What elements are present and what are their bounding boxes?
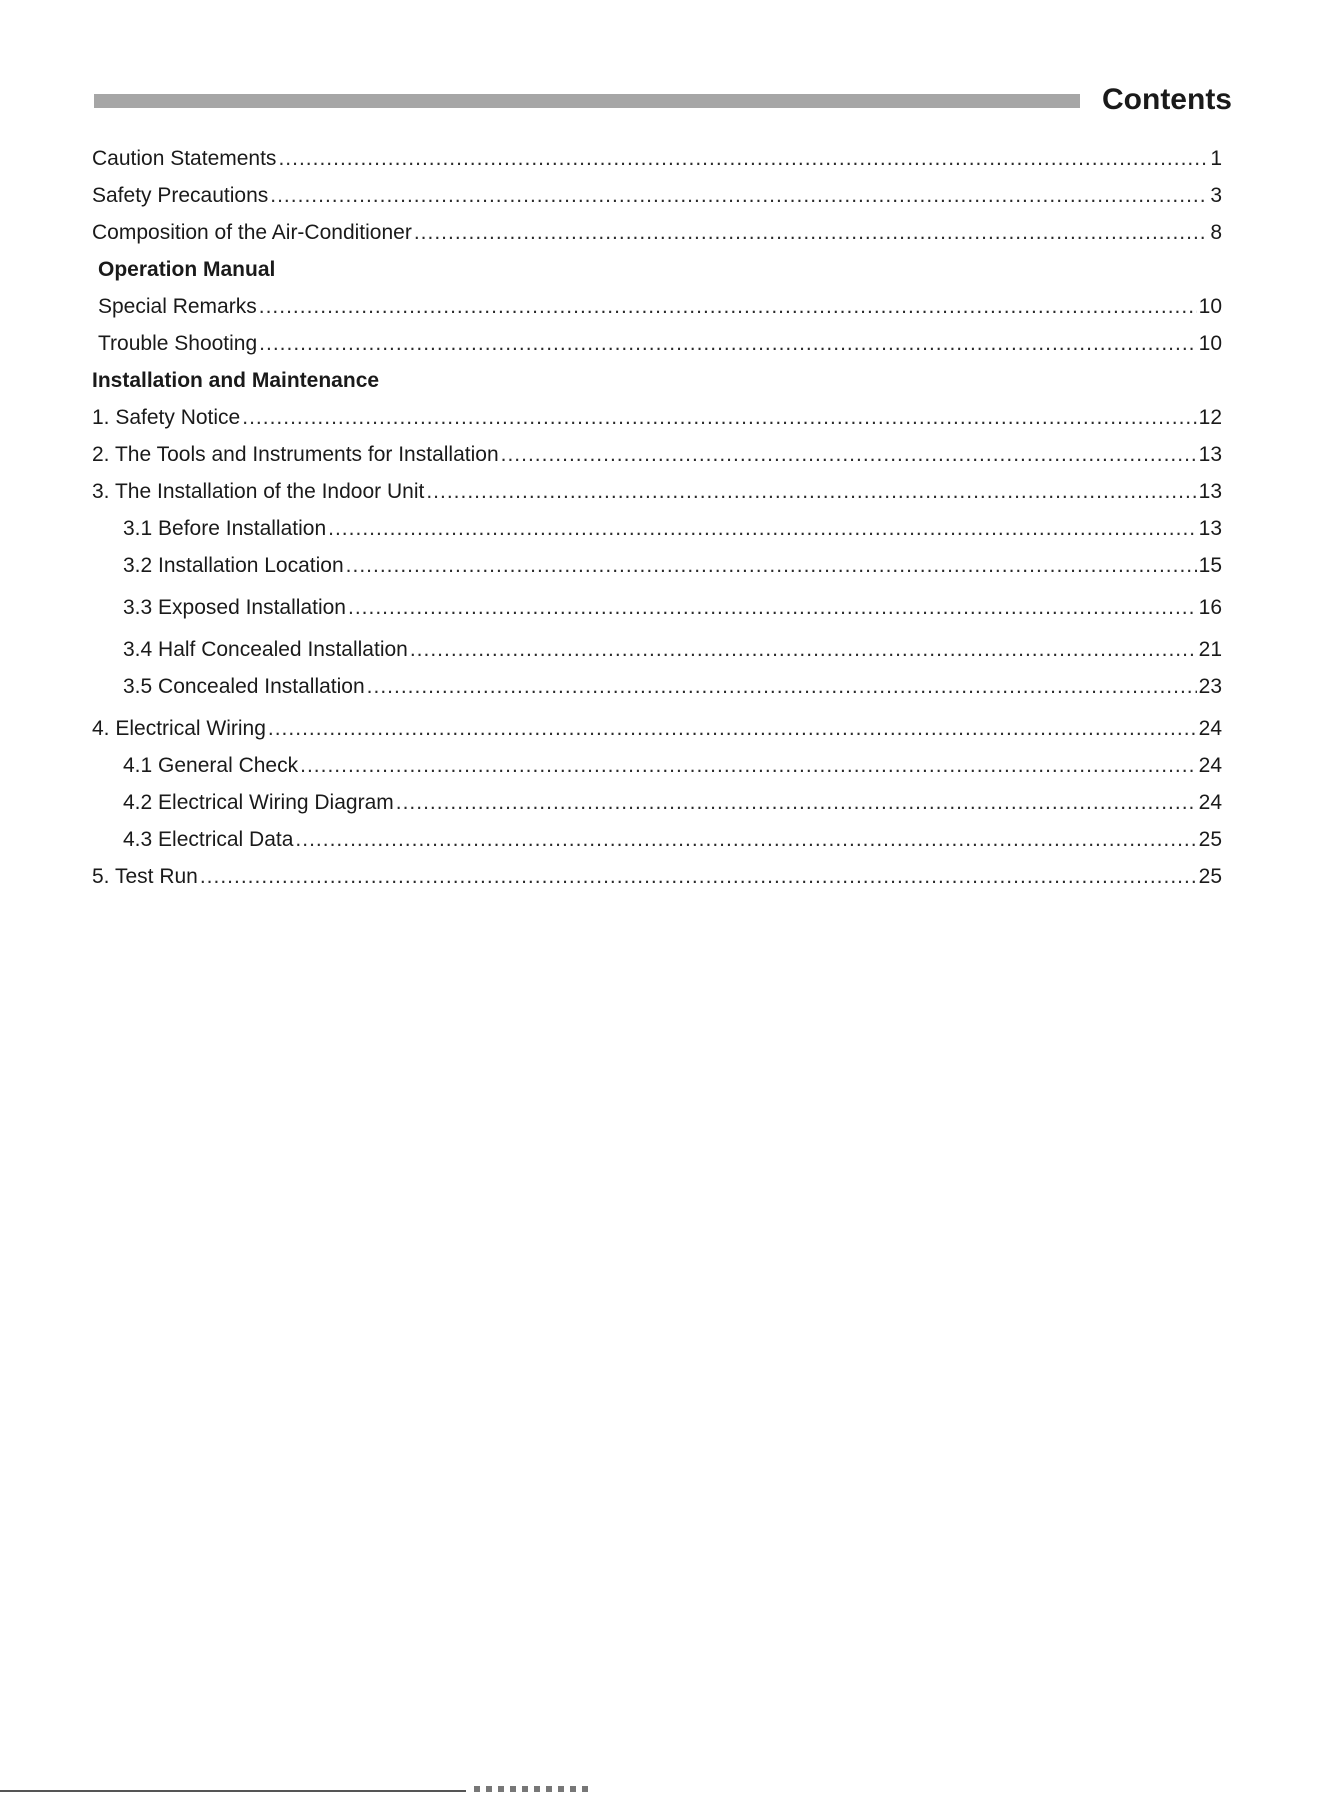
toc-section-heading: Installation and Maintenance bbox=[92, 369, 380, 392]
toc-entry-indoor-unit-installation[interactable] bbox=[92, 469, 1222, 506]
toc-entry-exposed-installation[interactable] bbox=[92, 585, 1222, 622]
toc-entry-half-concealed-installation[interactable] bbox=[92, 627, 1222, 664]
toc-entry-trouble-shooting[interactable] bbox=[92, 321, 1222, 358]
dot-leader bbox=[346, 552, 1197, 580]
toc-entry-page: 3 bbox=[1210, 184, 1222, 207]
page-bottom-rule bbox=[0, 1790, 466, 1792]
toc-entry-before-installation[interactable] bbox=[92, 506, 1222, 543]
toc-entry-title: 2. The Tools and Instruments for Installation bbox=[92, 443, 499, 466]
dot-leader bbox=[348, 594, 1197, 622]
toc-entry-title: 4.2 Electrical Wiring Diagram bbox=[123, 791, 394, 814]
dot-leader bbox=[259, 293, 1197, 321]
toc-entry-title: Special Remarks bbox=[98, 295, 257, 318]
toc-section-heading: Operation Manual bbox=[98, 258, 276, 281]
toc-entry-electrical-data[interactable] bbox=[92, 817, 1222, 854]
toc-entry-special-remarks[interactable] bbox=[92, 284, 1222, 321]
toc-entry-page: 10 bbox=[1198, 332, 1222, 355]
toc-entry-title: 3.1 Before Installation bbox=[123, 517, 327, 540]
page-header bbox=[94, 78, 1232, 122]
dot-leader bbox=[328, 515, 1197, 543]
toc-entry-title: Caution Statements bbox=[92, 147, 277, 170]
toc-entry-page: 21 bbox=[1198, 638, 1222, 661]
toc-entry-title: 1. Safety Notice bbox=[92, 406, 241, 429]
toc-entry-page: 25 bbox=[1198, 865, 1222, 888]
dot-leader bbox=[278, 145, 1208, 173]
dot-leader bbox=[295, 826, 1196, 854]
toc-entry-installation-location[interactable] bbox=[92, 543, 1222, 580]
toc-entry-title: 3.3 Exposed Installation bbox=[123, 596, 346, 619]
page-bottom-marks bbox=[474, 1786, 594, 1792]
toc-entry-safety-precautions[interactable] bbox=[92, 173, 1222, 210]
dot-leader bbox=[200, 863, 1197, 891]
toc-entry-safety-notice[interactable] bbox=[92, 395, 1222, 432]
toc-entry-title: 4.3 Electrical Data bbox=[123, 828, 294, 851]
toc-section-installation-maintenance bbox=[92, 358, 1222, 395]
toc-entry-page: 13 bbox=[1198, 480, 1222, 503]
toc-entry-title: Safety Precautions bbox=[92, 184, 269, 207]
toc-entry-title: 5. Test Run bbox=[92, 865, 198, 888]
toc-entry-page: 13 bbox=[1198, 443, 1222, 466]
toc-entry-page: 16 bbox=[1198, 596, 1222, 619]
toc-entry-page: 13 bbox=[1198, 517, 1222, 540]
dot-leader bbox=[396, 789, 1197, 817]
toc-entry-page: 25 bbox=[1198, 828, 1222, 851]
toc-entry-page: 8 bbox=[1210, 221, 1222, 244]
dot-leader bbox=[270, 182, 1208, 210]
toc-entry-caution-statements[interactable] bbox=[92, 136, 1222, 173]
dot-leader bbox=[259, 330, 1196, 358]
toc-entry-title: 3.2 Installation Location bbox=[123, 554, 344, 577]
dot-leader bbox=[501, 441, 1197, 469]
toc-entry-page: 24 bbox=[1198, 754, 1222, 777]
toc-entry-page: 15 bbox=[1198, 554, 1222, 577]
toc-entry-page: 1 bbox=[1210, 147, 1222, 170]
dot-leader bbox=[242, 404, 1196, 432]
toc-entry-title: Composition of the Air-Conditioner bbox=[92, 221, 412, 244]
dot-leader bbox=[367, 673, 1197, 701]
dot-leader bbox=[268, 715, 1197, 743]
toc-entry-electrical-wiring[interactable] bbox=[92, 706, 1222, 743]
toc-entry-title: 4.1 General Check bbox=[123, 754, 299, 777]
toc-entry-page: 23 bbox=[1198, 675, 1222, 698]
toc-section-operation-manual bbox=[92, 247, 1222, 284]
toc-entry-test-run[interactable] bbox=[92, 854, 1222, 891]
toc-entry-tools-instruments[interactable] bbox=[92, 432, 1222, 469]
toc-entry-title: 3.4 Half Concealed Installation bbox=[123, 638, 408, 661]
dot-leader bbox=[410, 636, 1197, 664]
toc-entry-title: 3.5 Concealed Installation bbox=[123, 675, 365, 698]
toc-entry-page: 24 bbox=[1198, 717, 1222, 740]
toc-entry-concealed-installation[interactable] bbox=[92, 664, 1222, 701]
dot-leader bbox=[426, 478, 1196, 506]
table-of-contents bbox=[92, 136, 1222, 891]
toc-entry-general-check[interactable] bbox=[92, 743, 1222, 780]
toc-entry-title: 3. The Installation of the Indoor Unit bbox=[92, 480, 425, 503]
toc-entry-wiring-diagram[interactable] bbox=[92, 780, 1222, 817]
toc-entry-title: Trouble Shooting bbox=[98, 332, 258, 355]
dot-leader bbox=[414, 219, 1208, 247]
header-rule bbox=[94, 94, 1080, 108]
page-title: Contents bbox=[1102, 83, 1232, 116]
toc-entry-composition[interactable] bbox=[92, 210, 1222, 247]
toc-entry-title: 4. Electrical Wiring bbox=[92, 717, 266, 740]
toc-entry-page: 24 bbox=[1198, 791, 1222, 814]
dot-leader bbox=[300, 752, 1197, 780]
toc-entry-page: 10 bbox=[1198, 295, 1222, 318]
toc-entry-page: 12 bbox=[1198, 406, 1222, 429]
